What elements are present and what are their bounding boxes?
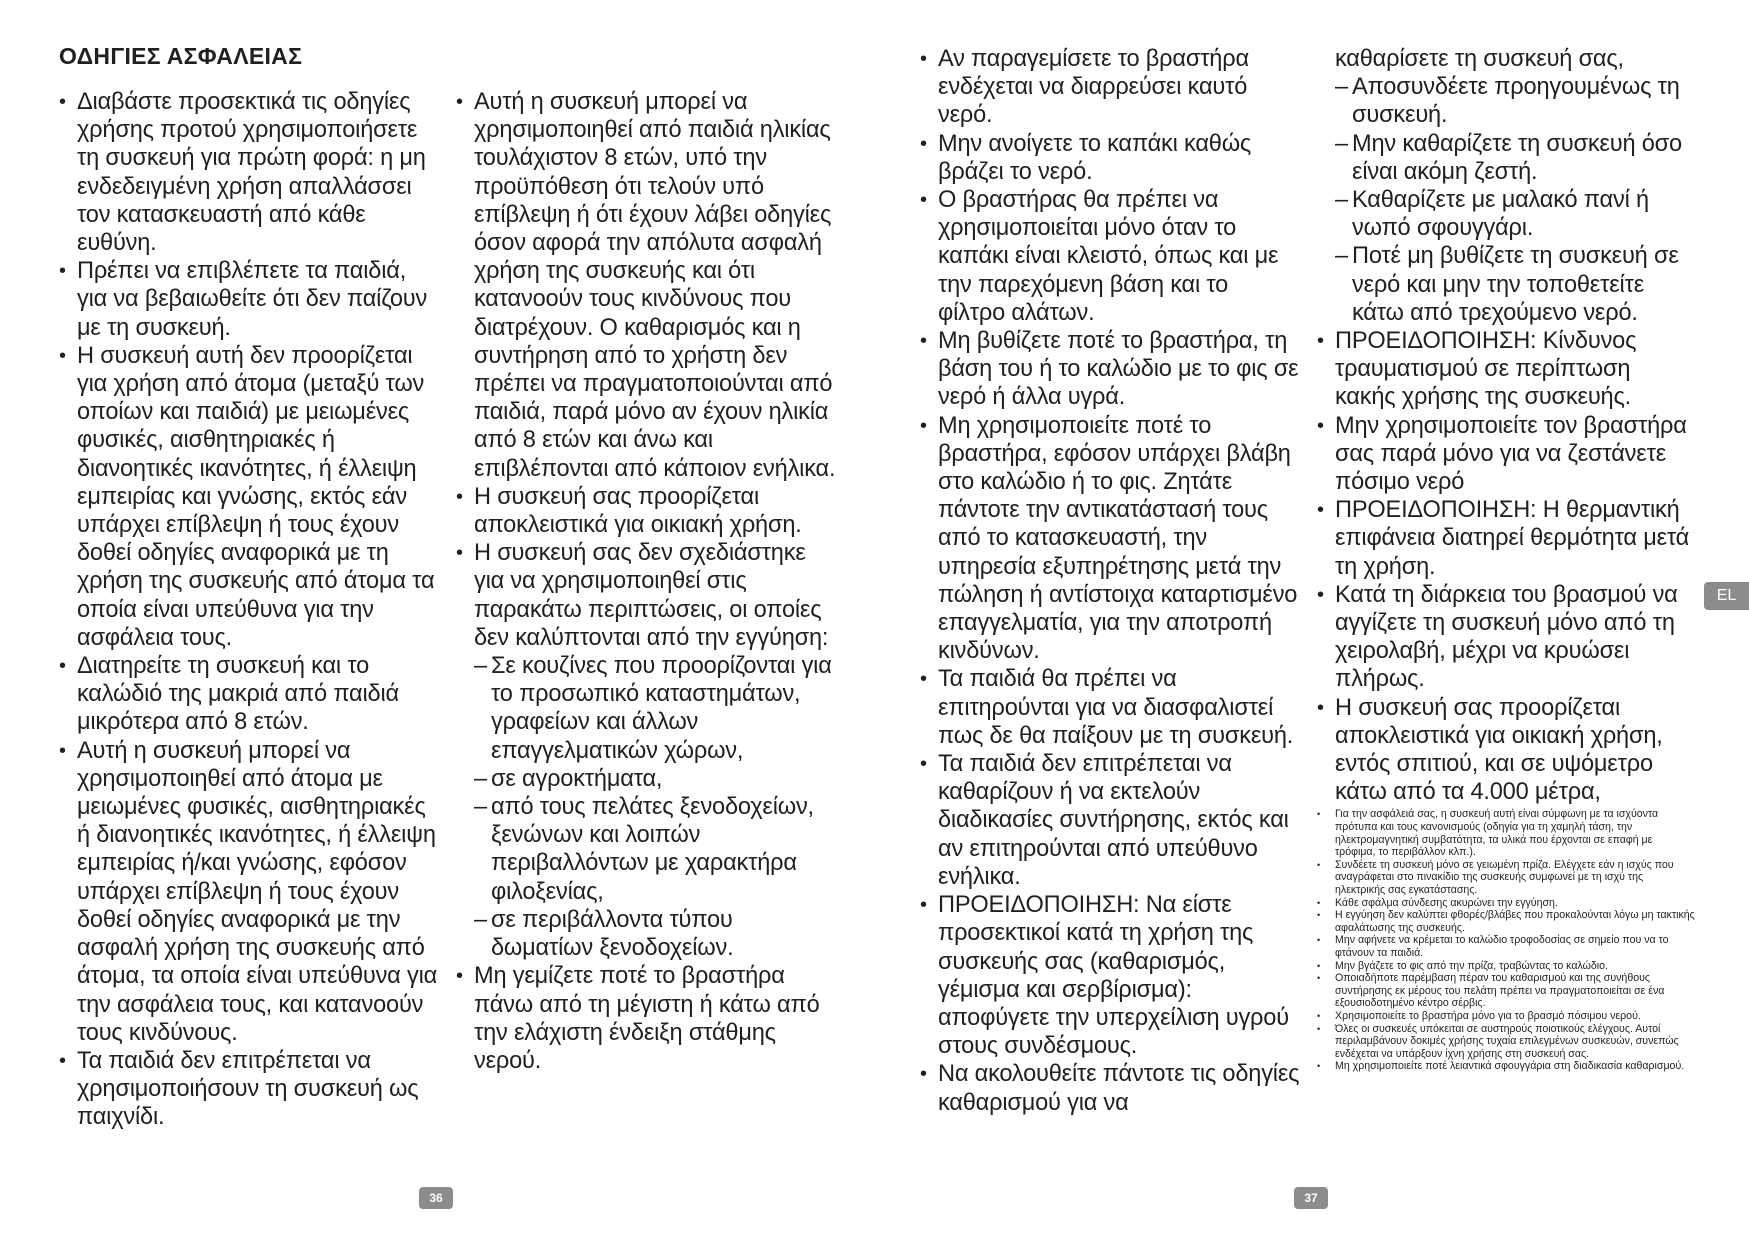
list-item: • Αν παραγεμίσετε το βραστήρα ενδέχεται να διαρρεύσει καυτό νερό. — [920, 45, 1300, 130]
col1-list — [59, 88, 439, 1132]
list-item: • Πρέπει να επιβλέπετε τα παιδιά, για να βεβαιωθείτε ότι δεν παίζουν με τη συσκευή. — [59, 257, 439, 342]
list-item: • Διατηρείτε τη συσκευή και το καλώδιό της μακριά από παιδιά μικρότερα από 8 ετών. — [59, 652, 439, 737]
list-item: • Να ακολουθείτε πάντοτε τις οδηγίες καθαρισμού για να — [920, 1060, 1300, 1116]
sub-list — [474, 652, 836, 962]
col3-list — [920, 45, 1300, 1117]
sub-list — [1335, 73, 1695, 327]
fine-print-item: • Συνδέετε τη συσκευή μόνο σε γειωμένη πρίζα. Ελέγχετε εάν η ισχύς που αναγράφεται στο πινακίδιο της συσκευής συμφωνεί με τη ισχύ της ηλεκτρικής σας εγκατάστασης. — [1317, 859, 1695, 897]
list-item: • Αυτή η συσκευή μπορεί να χρησιμοποιηθεί από παιδιά ηλικίας τουλάχιστον 8 ετών, υπό την προϋπόθεση ότι τελούν υπό επίβλεψη ή ότι έχουν λάβει οδηγίες όσον αφορά την απόλυτα ασφαλή χρήση της συσκευής και ότι κατανοούν τους κινδύνους που διατρέχουν. Ο καθαρισμός και η συντήρηση από το χρήστη δεν πρέπει να πραγματοποιούνται από παιδιά, παρά μόνο αν έχουν ηλικία από 8 ετών και άνω και επιβλέπονται από κάποιον ενήλικα. — [456, 88, 836, 483]
page-title: ΟΔΗΓΙΕΣ ΑΣΦΑΛΕΙΑΣ — [59, 43, 303, 69]
fine-print-item: • Μη χρησιμοποιείτε ποτέ λειαντικά σφουγγάρια στη διαδικασία καθαρισμού. — [1317, 1060, 1695, 1073]
list-item: • Μην χρησιμοποιείτε τον βραστήρα σας παρά μόνο για να ζεστάνετε πόσιμο νερό — [1317, 412, 1695, 497]
continuation-text: καθαρίσετε τη συσκευή σας, — [1335, 46, 1624, 72]
sub-list-item: – σε αγροκτήματα, — [474, 765, 836, 793]
list-item: • Η συσκευή σας προορίζεται αποκλειστικά για οικιακή χρήση, εντός σπιτιού, και σε υψόμετρο κάτω από τα 4.000 μέτρα, — [1317, 694, 1695, 807]
fine-print-item: • Κάθε σφάλμα σύνδεσης ακυρώνει την εγγύηση. — [1317, 897, 1695, 910]
list-item: • Αυτή η συσκευή μπορεί να χρησιμοποιηθεί από άτομα με μειωμένες φυσικές, αισθητηριακές ή διανοητικές ικανότητες, ή έλλειψη εμπειρίας ή/και γνώσης, εφόσον υπάρχει επίβλεψη ή τους έχουν δοθεί οδηγίες αναφορικά με την ασφαλή χρήση της συσκευής από άτομα, τα οποία είναι υπεύθυνα για την ασφάλεια τους, και κατανοούν τους κινδύνους. — [59, 737, 439, 1047]
fine-print-item: • Χρησιμοποιείτε το βραστήρα μόνο για το βρασμό πόσιμου νερού. — [1317, 1010, 1695, 1023]
list-item: • Μην ανοίγετε το καπάκι καθώς βράζει το νερό. — [920, 130, 1300, 186]
col4-list — [1317, 327, 1695, 806]
continuation-sub — [1317, 73, 1695, 327]
fine-print-list — [1317, 808, 1695, 1072]
language-tab: EL — [1704, 582, 1749, 610]
column-1 — [59, 88, 439, 1132]
sub-list-item: – Αποσυνδέετε προηγουμένως τη συσκευή. — [1335, 73, 1695, 129]
sub-list-item: – Σε κουζίνες που προορίζονται για το προσωπικό καταστημάτων, γραφείων και άλλων επαγγελματικών χώρων, — [474, 652, 836, 765]
fine-print-item: • Μην βγάζετε το φις από την πρίζα, τραβώντας το καλώδιο. — [1317, 960, 1695, 973]
fine-print-item: • Μην αφήνετε να κρέμεται το καλώδιο τροφοδοσίας σε σημείο που να το φτάνουν τα παιδιά. — [1317, 934, 1695, 959]
list-item: • Ο βραστήρας θα πρέπει να χρησιμοποιείται μόνο όταν το καπάκι είναι κλειστό, όπως και με την παρεχόμενη βάση και το φίλτρο αλάτων. — [920, 186, 1300, 327]
sub-list-item: – Ποτέ μη βυθίζετε τη συσκευή σε νερό και μην την τοποθετείτε κάτω από τρεχούμενο νερό. — [1335, 242, 1695, 327]
list-item: • Μη βυθίζετε ποτέ το βραστήρα, τη βάση του ή το καλώδιο με το φις σε νερό ή άλλα υγρά. — [920, 327, 1300, 412]
sub-list-item: – Καθαρίζετε με μαλακό πανί ή νωπό σφουγγάρι. — [1335, 186, 1695, 242]
sub-list-item: – σε περιβάλλοντα τύπου δωματίων ξενοδοχείων. — [474, 906, 836, 962]
list-item: • Τα παιδιά δεν επιτρέπεται να καθαρίζουν ή να εκτελούν διαδικασίες συντήρησης, εκτός και αν επιτηρούνται από υπεύθυνο ενήλικα. — [920, 750, 1300, 891]
column-2 — [456, 88, 836, 1075]
list-item: • Τα παιδιά θα πρέπει να επιτηρούνται για να διασφαλιστεί πως δε θα παίξουν με τη συσκευή. — [920, 665, 1300, 750]
sub-list-item: – Μην καθαρίζετε τη συσκευή όσο είναι ακόμη ζεστή. — [1335, 130, 1695, 186]
list-item-text: Η συσκευή σας δεν σχεδιάστηκε για να χρησιμοποιηθεί στις παρακάτω περιπτώσεις, οι οποίες δεν καλύπτονται από την εγγύηση: — [474, 540, 829, 651]
fine-print-item: • Όλες οι συσκευές υπόκειται σε αυστηρούς ποιοτικούς ελέγχους. Αυτοί περιλαμβάνουν δοκιμές χρήσης τυχαία επιλεγμένων συσκευών, συνεπώς ενδέχεται να υπάρξουν ίχνη χρήσης στη συσκευή σας. — [1317, 1023, 1695, 1061]
list-item: • ΠΡΟΕΙΔΟΠΟΙΗΣΗ: Κίνδυνος τραυματισμού σε περίπτωση κακής χρήσης της συσκευής. — [1317, 327, 1695, 412]
list-item: • Μη γεμίζετε ποτέ το βραστήρα πάνω από τη μέγιστη ή κάτω από την ελάχιστη ένδειξη στάθμης νερού. — [456, 962, 836, 1075]
list-item: • Διαβάστε προσεκτικά τις οδηγίες χρήσης προτού χρησιμοποιήσετε τη συσκευή για πρώτη φορά: η μη ενδεδειγμένη χρήση απαλλάσσει τον κατασκευαστή από κάθε ευθύνη. — [59, 88, 439, 257]
list-item: • Η συσκευή αυτή δεν προορίζεται για χρήση από άτομα (μεταξύ των οποίων και παιδιά) με μειωμένες φυσικές, αισθητηριακές ή διανοητικές ικανότητες, ή έλλειψη εμπειρίας και γνώσης, εκτός εάν υπάρχει επίβλεψη ή τους έχουν δοθεί οδηγίες αναφορικά με τη χρήση της συσκευής από άτομα τα οποία είναι υπεύθυνα για την ασφάλεια τους. — [59, 342, 439, 652]
list-item: • ΠΡΟΕΙΔΟΠΟΙΗΣΗ: Να είστε προσεκτικοί κατά τη χρήση της συσκευής σας (καθαρισμός, γέμισμα και σερβίρισμα): αποφύγετε την υπερχείλιση υγρού στους συνδέσμους. — [920, 891, 1300, 1060]
sub-list-item: – από τους πελάτες ξενοδοχείων, ξενώνων και λοιπών περιβαλλόντων με χαρακτήρα φιλοξενίας, — [474, 793, 836, 906]
column-3 — [920, 45, 1300, 1117]
list-item: • Κατά τη διάρκεια του βρασμού να αγγίζετε τη συσκευή μόνο από τη χειρολαβή, μέχρι να κρυώσει πλήρως. — [1317, 581, 1695, 694]
list-item: • Η συσκευή σας προορίζεται αποκλειστικά για οικιακή χρήση. — [456, 483, 836, 539]
col2-list — [456, 88, 836, 1075]
fine-print-item: • Η εγγύηση δεν καλύπτει φθορές/βλάβες που προκαλούνται λόγω μη τακτικής αφαλάτωσης της συσκευής. — [1317, 909, 1695, 934]
column-4 — [1317, 45, 1695, 1073]
list-item: • ΠΡΟΕΙΔΟΠΟΙΗΣΗ: Η θερμαντική επιφάνεια διατηρεί θερμότητα μετά τη χρήση. — [1317, 496, 1695, 581]
fine-print-item: • Για την ασφάλειά σας, η συσκευή αυτή είναι σύμφωνη με τα ισχύοντα πρότυπα και τους κανονισμούς (οδηγία για τη χαμηλή τάση, την ηλεκτρομαγνητική συμβατότητα, τα υλικά που έρχονται σε επαφή με τρόφιμα, το περιβάλλον κλπ.). — [1317, 808, 1695, 858]
fine-print-item: • Οποιαδήποτε παρέμβαση πέραν του καθαρισμού και της συνήθους συντήρησης εκ μέρους του πελάτη πρέπει να πραγματοποιείται σε ένα εξουσιοδοτημένο κέντρο σέρβις. — [1317, 972, 1695, 1010]
page-number-left: 36 — [419, 1187, 453, 1209]
list-item: • Μη χρησιμοποιείτε ποτέ το βραστήρα, εφόσον υπάρχει βλάβη στο καλώδιο ή το φις. Ζητάτε πάντοτε την αντικατάστασή τους από το κατασκευαστή, την υπηρεσία εξυπηρέτησης μετά την πώληση ή αντίστοιχα καταρτισμένο επαγγελματία, για την αποτροπή κινδύνων. — [920, 412, 1300, 666]
page-number-right: 37 — [1294, 1187, 1328, 1209]
list-item — [456, 539, 836, 962]
list-item: • Τα παιδιά δεν επιτρέπεται να χρησιμοποιήσουν τη συσκευή ως παιχνίδι. — [59, 1047, 439, 1132]
